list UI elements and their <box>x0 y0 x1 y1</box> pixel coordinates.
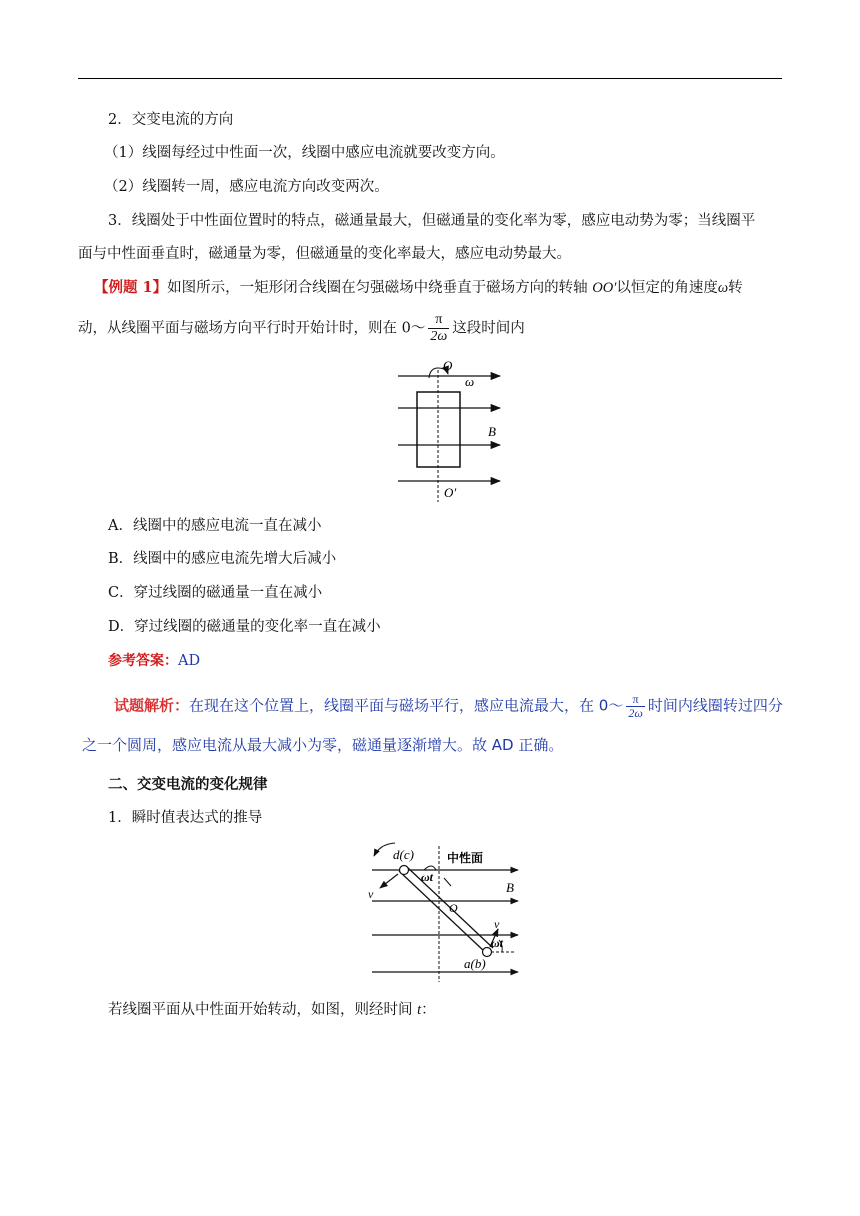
figure-rotating-coil <box>392 356 508 502</box>
fig2-label-wt-bottom: ωt <box>491 936 504 950</box>
part-2-title: 二、交变电流的变化规律 <box>108 776 268 793</box>
analysis-label: 试题解析： <box>114 696 190 715</box>
section-2-title: 2．交变电流的方向 <box>108 112 234 128</box>
section-2-item-2: （2）线圈转一周，感应电流方向改变两次。 <box>104 179 389 195</box>
fig2-label-o: O <box>449 901 458 915</box>
omega-symbol: ω <box>717 280 729 296</box>
option-c: C．穿过线圈的磁通量一直在减小 <box>108 585 323 601</box>
section-2-item-1: （1）线圈每经过中性面一次，线圈中感应电流就要改变方向。 <box>104 145 505 161</box>
section-3-line-1: 3．线圈处于中性面位置时的特点，磁通量最大，但磁通量的变化率为零，感应电动势为零；当线圈平 <box>108 213 756 229</box>
example-text-1c: 转 <box>728 280 743 296</box>
fig2-label-v-left: v <box>368 887 374 901</box>
final-text-a: 若线圈平面从中性面开始转动，如图，则经时间 <box>108 1002 418 1018</box>
header-rule <box>78 78 782 79</box>
analysis-fraction: $\frac{\pi}{2\omega}$ <box>628 692 643 720</box>
example-text-2a: 动，从线圈平面与磁场方向平行时开始计时，则在 0～ <box>78 320 426 337</box>
example-tag: 【例题 1】 <box>94 279 168 296</box>
section-3-line-2: 面与中性面垂直时，磁通量为零，但磁通量的变化率最大，感应电动势最大。 <box>78 246 571 262</box>
part-2-item-1: 1．瞬时值表达式的推导 <box>108 810 263 826</box>
fig1-label-omega: ω <box>465 374 475 389</box>
fig2-label-ab: a(b) <box>464 956 486 971</box>
analysis-line-1 <box>114 693 783 720</box>
fig2-label-b: B <box>506 880 514 895</box>
fig1-label-o: O <box>443 358 453 373</box>
fig1-label-b: B <box>488 424 496 439</box>
answer-line <box>108 651 200 671</box>
example-text-1b: 以恒定的角速度 <box>616 280 718 296</box>
analysis-text-1b: 时间内线圈转过四分 <box>647 696 783 715</box>
example-text-2b: 这段时间内 <box>452 320 525 337</box>
fig2-label-v-right: v <box>494 917 500 931</box>
example-1-line-2 <box>78 312 525 345</box>
fig2-label-wt-top: ωt <box>421 870 434 884</box>
answer-value: AD <box>178 653 201 669</box>
option-d: D．穿过线圈的磁通量的变化率一直在减小 <box>108 619 381 635</box>
fig2-label-dc: d(c) <box>393 847 414 862</box>
final-line <box>108 1000 436 1020</box>
example-text-1a: 如图所示，一矩形闭合线圈在匀强磁场中绕垂直于磁场方向的转轴 <box>167 280 593 296</box>
example-1-line-1 <box>94 278 743 298</box>
fig2-label-neutral: 中性面 <box>447 851 484 865</box>
time-fraction: $\frac{\pi}{2\omega}$ <box>430 312 448 344</box>
analysis-line-2: 之一个圆周，感应电流从最大减小为零，磁通量逐渐增大。故 AD 正确。 <box>82 736 564 754</box>
option-b: B．线圈中的感应电流先增大后减小 <box>108 551 337 567</box>
axis-label: OO′ <box>592 280 617 296</box>
fig1-label-o-prime: O′ <box>444 485 457 500</box>
answer-label: 参考答案： <box>108 653 178 669</box>
final-text-b: ： <box>421 1002 436 1018</box>
option-a: A．线圈中的感应电流一直在减小 <box>108 518 322 534</box>
analysis-text-1a: 在现在这个位置上，线圈平面与磁场平行，感应电流最大，在 0～ <box>189 696 624 715</box>
figure-instantaneous-derivation <box>366 840 526 982</box>
final-time-var: t <box>417 1002 422 1018</box>
